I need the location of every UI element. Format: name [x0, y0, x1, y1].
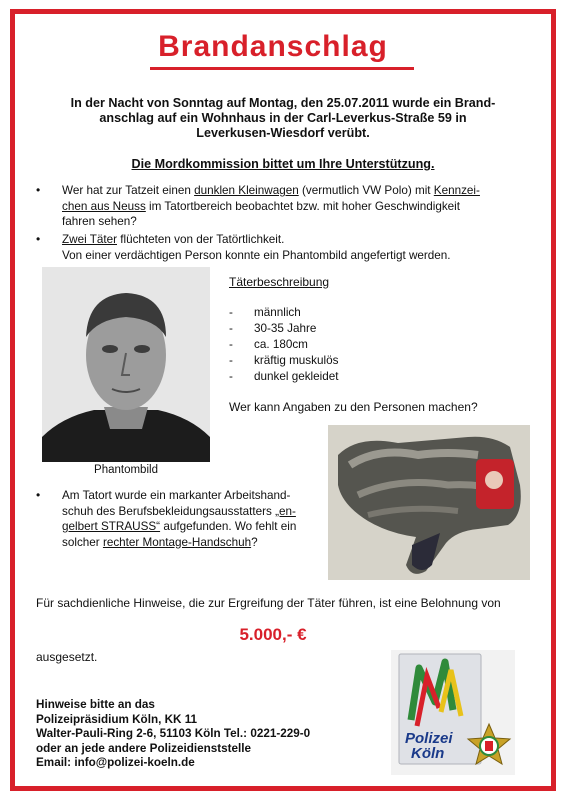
text: fahren sehen?	[62, 215, 137, 228]
text-underlined: gelbert STRAUSS“	[62, 520, 161, 533]
polizei-koeln-logo	[391, 650, 515, 775]
list-item	[229, 369, 338, 385]
text: aufgefunden. Wo fehlt ein	[160, 520, 297, 533]
bullet-car-text	[62, 183, 527, 230]
logo-word: Köln	[411, 745, 445, 762]
glove-icon	[328, 425, 530, 580]
contact-line: Polizeipräsidium Köln, KK 11	[36, 712, 198, 726]
text-underlined: dunklen Kleinwagen	[194, 184, 299, 197]
logo-word: Polizei	[405, 730, 453, 747]
contact-line: oder an jede andere Polizeidienststelle	[36, 741, 251, 755]
intro-line: In der Nacht von Sonntag auf Montag, den 25.07.2011 wurde ein Brand-	[70, 96, 496, 110]
text: solcher	[62, 535, 103, 549]
police-logo-icon	[391, 650, 515, 775]
text: (vermutlich VW Polo) mit	[298, 184, 434, 197]
bullet-glove-text	[62, 488, 322, 550]
text: Am Tatort wurde ein markanter Arbeitshand-	[62, 489, 291, 502]
dash: -	[229, 338, 233, 351]
intro-line: Leverkusen-Wiesdorf verübt.	[196, 126, 370, 140]
item-text: männlich	[254, 306, 301, 319]
bullet-suspects-text	[62, 232, 527, 263]
glove-image	[328, 425, 530, 580]
reward-suffix: ausgesetzt.	[36, 650, 98, 664]
item-text: dunkel gekleidet	[254, 370, 339, 383]
intro-line: anschlag auf ein Wohnhaus in der Carl-Leverkus-Straße 59 in	[99, 111, 467, 125]
list-item	[229, 321, 338, 337]
poster-title: Brandanschlag	[158, 30, 388, 63]
list-item	[229, 305, 338, 321]
text-underlined: Zwei Täter	[62, 233, 117, 246]
text-underlined: rechter Montage-Handschuh	[102, 535, 252, 549]
item-text: ca. 180cm	[254, 338, 308, 351]
reward-amount: 5.000,- €	[239, 625, 307, 644]
bullet-dot: •	[36, 183, 41, 197]
text-underlined: „en-	[275, 504, 296, 518]
text: schuh des Berufsbekleidungsausstatters	[62, 504, 276, 518]
contact-block	[36, 698, 310, 771]
intro-text	[50, 96, 516, 141]
text: ?	[251, 535, 258, 549]
item-text: 30-35 Jahre	[254, 322, 317, 335]
description-list	[229, 305, 338, 385]
text: Von einer verdächtigen Person konnte ein Phantombild angefertigt werden.	[62, 248, 451, 262]
dash: -	[229, 306, 233, 319]
item-text: kräftig muskulös	[254, 354, 339, 367]
appeal-heading: Die Mordkommission bittet um Ihre Unterstützung.	[131, 157, 435, 171]
phantom-caption: Phantombild	[94, 464, 158, 476]
text-underlined: Kennzei-	[433, 184, 480, 197]
dash: -	[229, 322, 233, 335]
list-item	[229, 337, 338, 353]
reward-text: Für sachdienliche Hinweise, die zur Ergreifung der Täter führen, ist eine Belohnung von	[36, 596, 501, 610]
text-underlined: chen aus Neuss	[62, 199, 146, 213]
contact-email[interactable]: Email: info@polizei-koeln.de	[36, 756, 195, 770]
bullet-dot: •	[36, 232, 41, 246]
text: im Tatortbereich beobachtet bzw. mit hoher Geschwindigkeit	[145, 199, 461, 213]
description-title: Täterbeschreibung	[229, 275, 330, 289]
dash: -	[229, 354, 233, 367]
contact-line: Hinweise bitte an das	[36, 698, 155, 711]
title-underline	[150, 67, 414, 70]
phantom-image	[42, 267, 210, 462]
text: Wer hat zur Tatzeit einen	[62, 184, 195, 197]
phantom-portrait-icon	[42, 267, 210, 462]
dash: -	[229, 370, 233, 383]
text: flüchteten von der Tatörtlichkeit.	[117, 233, 285, 246]
bullet-dot: •	[36, 488, 41, 502]
contact-line: Walter-Pauli-Ring 2-6, 51103 Köln Tel.: 0221-229-0	[36, 727, 311, 741]
list-item	[229, 353, 338, 369]
question-text: Wer kann Angaben zu den Personen machen?	[229, 400, 478, 414]
